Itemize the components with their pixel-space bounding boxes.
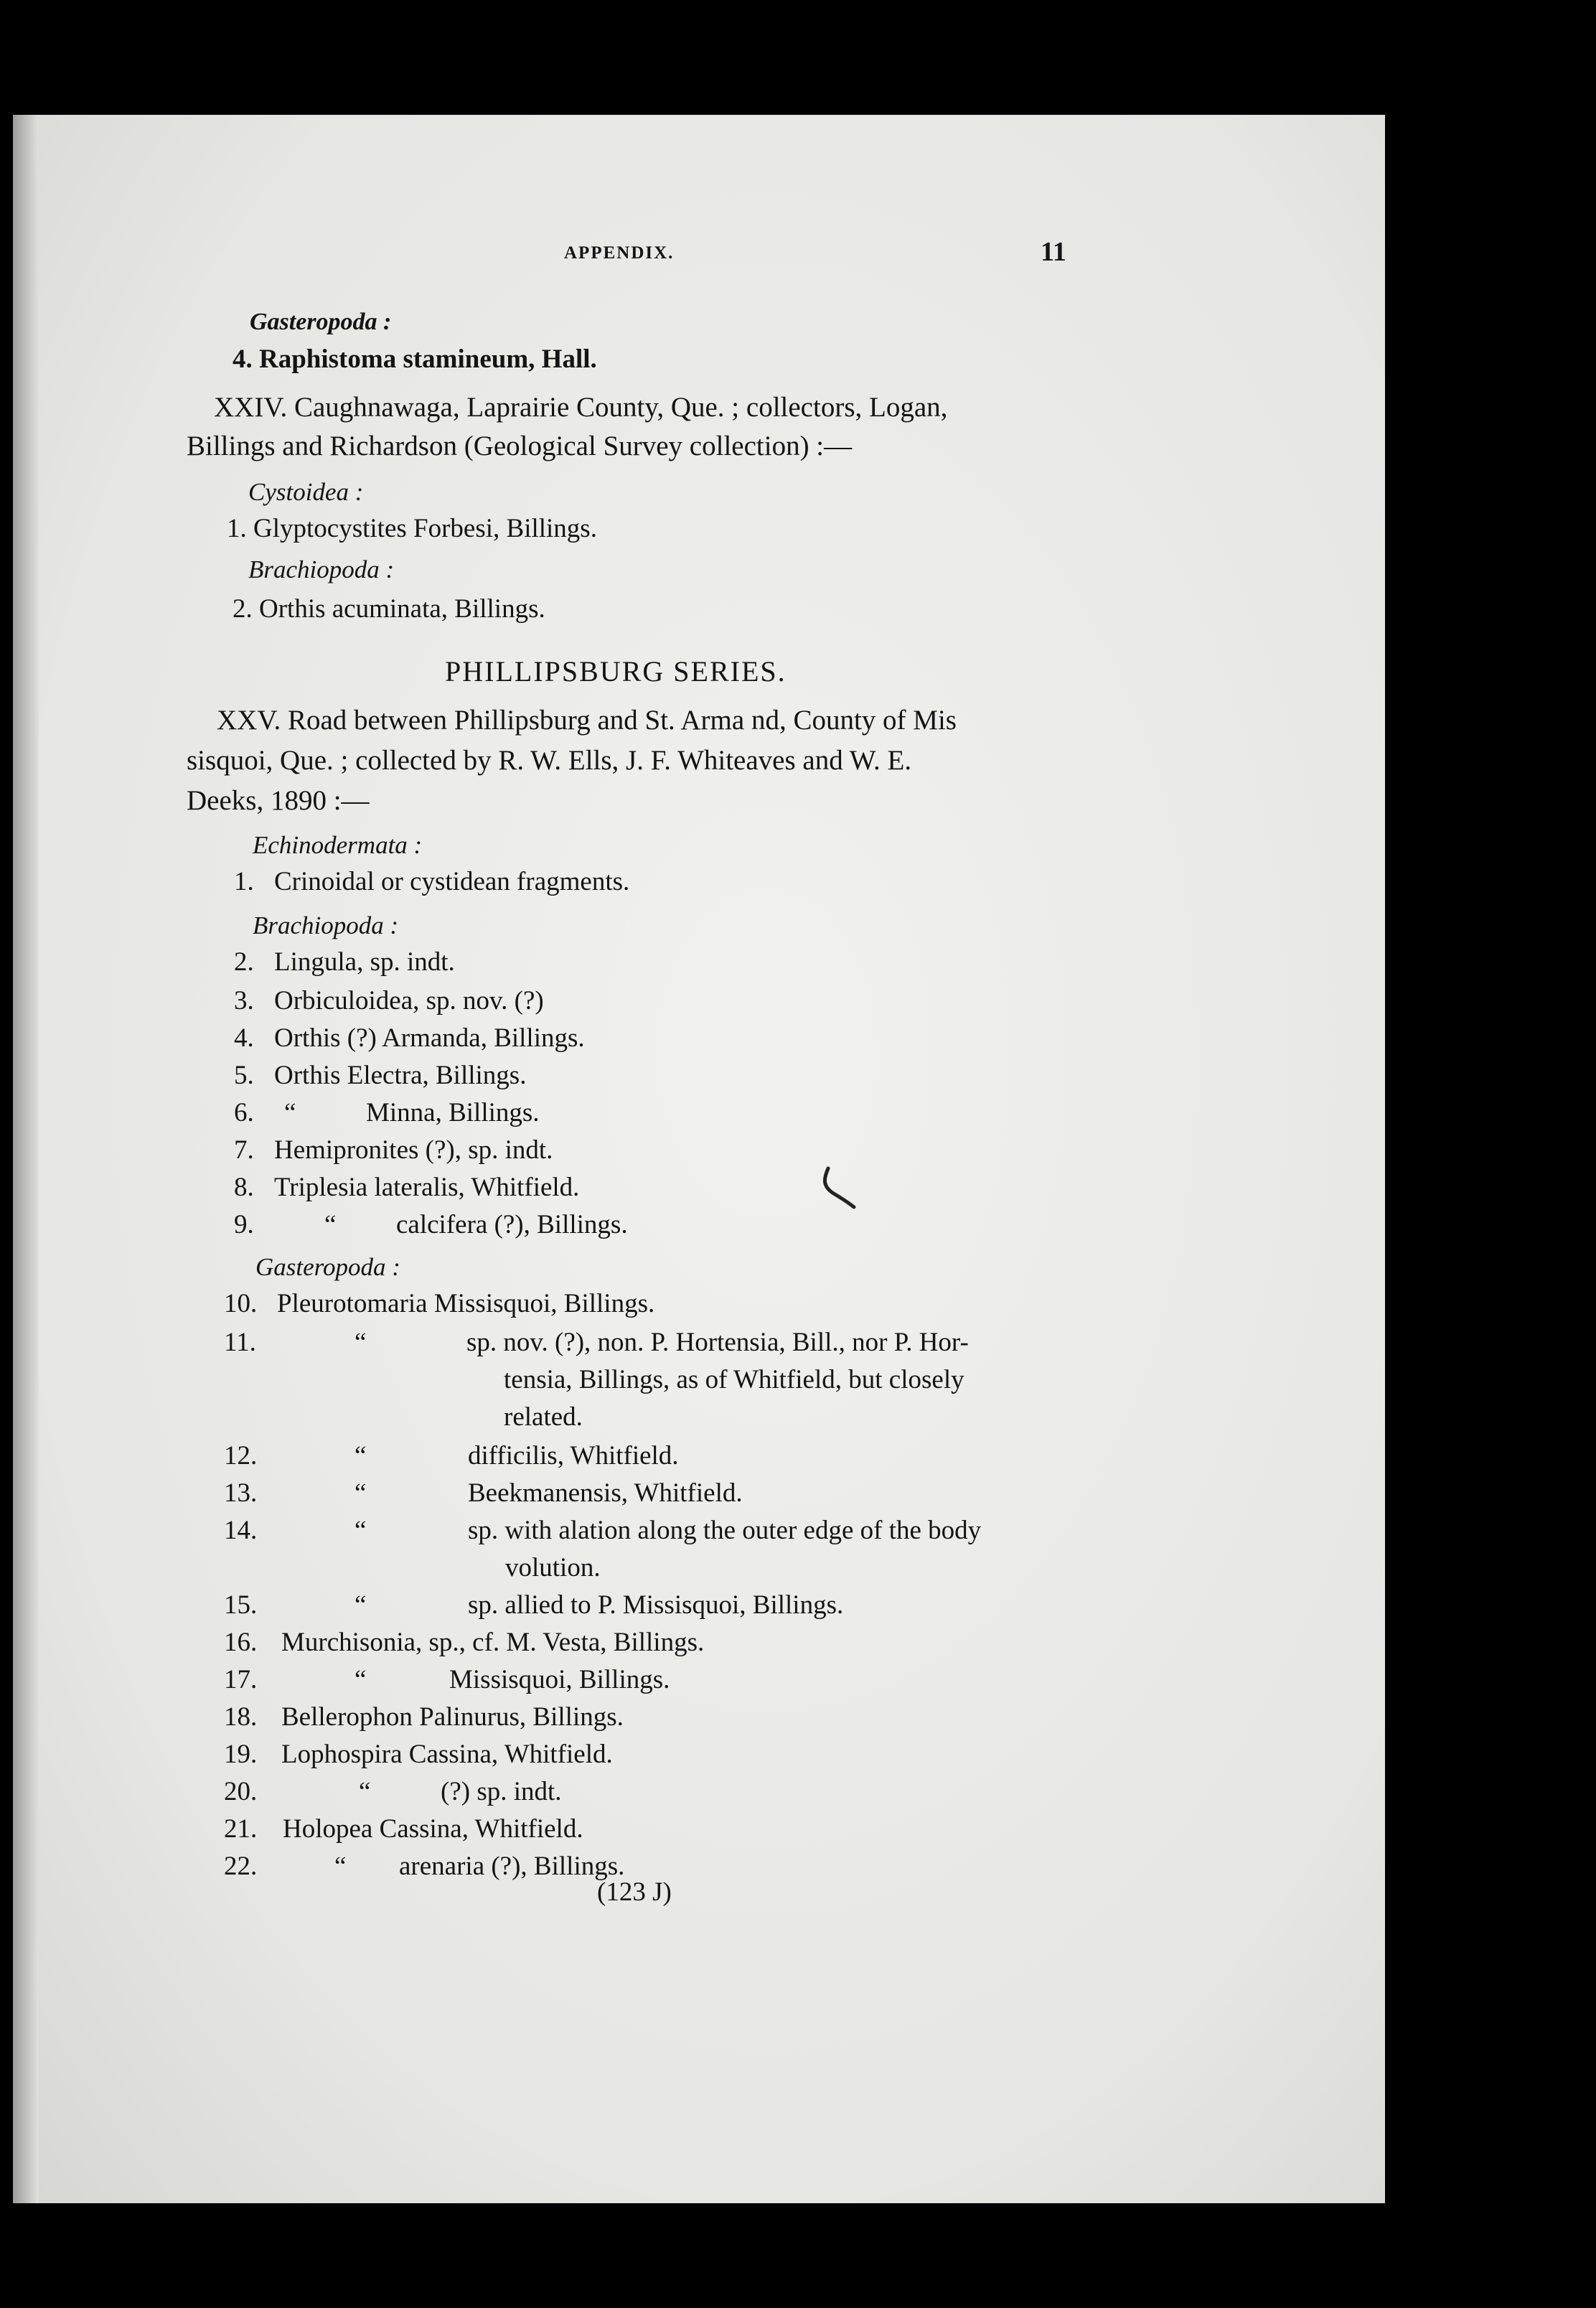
running-head: APPENDIX. xyxy=(564,243,675,263)
list-item-name: arenaria (?), Billings. xyxy=(399,1852,625,1881)
ditto-mark: “ xyxy=(324,1210,337,1239)
list-item-num: 17. xyxy=(224,1665,258,1694)
list-item-num: 8. xyxy=(234,1173,254,1202)
ditto-mark: “ xyxy=(334,1852,347,1881)
heading-gasteropoda-b: Gasteropoda : xyxy=(255,1253,400,1281)
list-item-name: Lophospira Cassina, Whitfield. xyxy=(281,1740,613,1769)
page-gutter-shadow xyxy=(13,115,39,2203)
entry-raphistoma: 4. Raphistoma stamineum, Hall. xyxy=(233,344,597,374)
heading-gasteropoda-top: Gasteropoda : xyxy=(250,309,392,335)
ditto-mark: “ xyxy=(355,1516,367,1545)
ditto-mark: “ xyxy=(355,1328,367,1357)
locality-xxv-line3: Deeks, 1890 :— xyxy=(187,785,370,816)
list-item-num: 6. xyxy=(234,1098,254,1127)
list-item-name: Lingula, sp. indt. xyxy=(274,947,455,977)
list-item-name: Bellerophon Palinurus, Billings. xyxy=(281,1702,624,1732)
pencil-mark-icon xyxy=(818,1164,861,1214)
ditto-mark: “ xyxy=(355,1441,367,1470)
list-item-num: 2. xyxy=(234,947,254,977)
list-item-num: 13. xyxy=(224,1478,258,1508)
list-item-name: sp. nov. (?), non. P. Hortensia, Bill., nor P. Hor- xyxy=(466,1328,969,1357)
heading-cystoidea: Cystoidea : xyxy=(248,478,364,506)
list-item-num: 21. xyxy=(224,1814,258,1844)
book-page xyxy=(13,115,1385,2203)
list-item-name: calcifera (?), Billings. xyxy=(396,1210,628,1239)
list-item-name: Missisquoi, Billings. xyxy=(449,1665,670,1694)
list-item-continuation: volution. xyxy=(505,1553,601,1582)
list-item-name: Murchisonia, sp., cf. M. Vesta, Billings. xyxy=(281,1628,705,1657)
series-title: PHILLIPSBURG SERIES. xyxy=(445,655,787,688)
ditto-mark: “ xyxy=(355,1478,367,1508)
list-item-num: 1. xyxy=(234,867,254,896)
list-item-num: 12. xyxy=(224,1441,258,1470)
list-item-name: Orthis (?) Armanda, Billings. xyxy=(274,1023,585,1053)
list-item-name: Orbiculoidea, sp. nov. (?) xyxy=(274,986,544,1015)
list-item-name: Pleurotomaria Missisquoi, Billings. xyxy=(277,1289,655,1318)
list-item-name: Minna, Billings. xyxy=(366,1098,540,1127)
heading-brachiopoda-a: Brachiopoda : xyxy=(248,555,395,583)
heading-echinodermata: Echinodermata : xyxy=(253,831,423,859)
locality-xxiv-line2: Billings and Richardson (Geological Survey collection) :— xyxy=(187,431,853,461)
list-item-num: 4. xyxy=(234,1023,254,1053)
list-item-name: Crinoidal or cystidean fragments. xyxy=(274,867,630,896)
list-item-num: 19. xyxy=(224,1740,258,1769)
list-item-name: sp. with alation along the outer edge of the body xyxy=(468,1516,982,1545)
list-item-name: Hemipronites (?), sp. indt. xyxy=(274,1135,553,1165)
list-item-num: 18. xyxy=(224,1702,258,1732)
signature-mark: (123 J) xyxy=(597,1877,672,1907)
list-item-name: Beekmanensis, Whitfield. xyxy=(468,1478,743,1508)
locality-xxv-line1: XXV. Road between Phillipsburg and St. Arma nd, County of Mis xyxy=(217,705,957,736)
list-item-num: 22. xyxy=(224,1852,258,1881)
entry-glyptocystites: 1. Glyptocystites Forbesi, Billings. xyxy=(227,514,597,543)
list-item-num: 16. xyxy=(224,1628,258,1657)
list-item-name: Triplesia lateralis, Whitfield. xyxy=(274,1173,580,1202)
list-item-num: 5. xyxy=(234,1061,254,1090)
list-item-name: Holopea Cassina, Whitfield. xyxy=(283,1814,583,1844)
list-item-num: 20. xyxy=(224,1777,258,1806)
list-item-continuation: tensia, Billings, as of Whitfield, but closely xyxy=(504,1365,964,1394)
list-item-num: 11. xyxy=(224,1328,256,1357)
list-item-num: 7. xyxy=(234,1135,254,1165)
list-item-name: difficilis, Whitfield. xyxy=(468,1441,679,1470)
list-item-name: Orthis Electra, Billings. xyxy=(274,1061,527,1090)
list-item-num: 14. xyxy=(224,1516,258,1545)
ditto-mark: “ xyxy=(359,1777,371,1806)
list-item-num: 3. xyxy=(234,986,254,1015)
list-item-num: 9. xyxy=(234,1210,254,1239)
ditto-mark: “ xyxy=(355,1590,367,1620)
list-item-name: sp. allied to P. Missisquoi, Billings. xyxy=(468,1590,844,1620)
ditto-mark: “ xyxy=(284,1098,296,1127)
page-number: 11 xyxy=(1041,237,1066,267)
heading-brachiopoda-b: Brachiopoda : xyxy=(253,911,399,939)
entry-orthis-acuminata: 2. Orthis acuminata, Billings. xyxy=(233,594,545,624)
list-item-num: 15. xyxy=(224,1590,258,1620)
locality-xxv-line2: sisquoi, Que. ; collected by R. W. Ells, J. F. Whiteaves and W. E. xyxy=(187,745,912,776)
locality-xxiv-line1: XXIV. Caughnawaga, Laprairie County, Que. ; collectors, Logan, xyxy=(214,392,948,423)
list-item-num: 10. xyxy=(224,1289,258,1318)
list-item-continuation: related. xyxy=(504,1402,583,1432)
list-item-name: (?) sp. indt. xyxy=(441,1777,562,1806)
ditto-mark: “ xyxy=(355,1665,367,1694)
